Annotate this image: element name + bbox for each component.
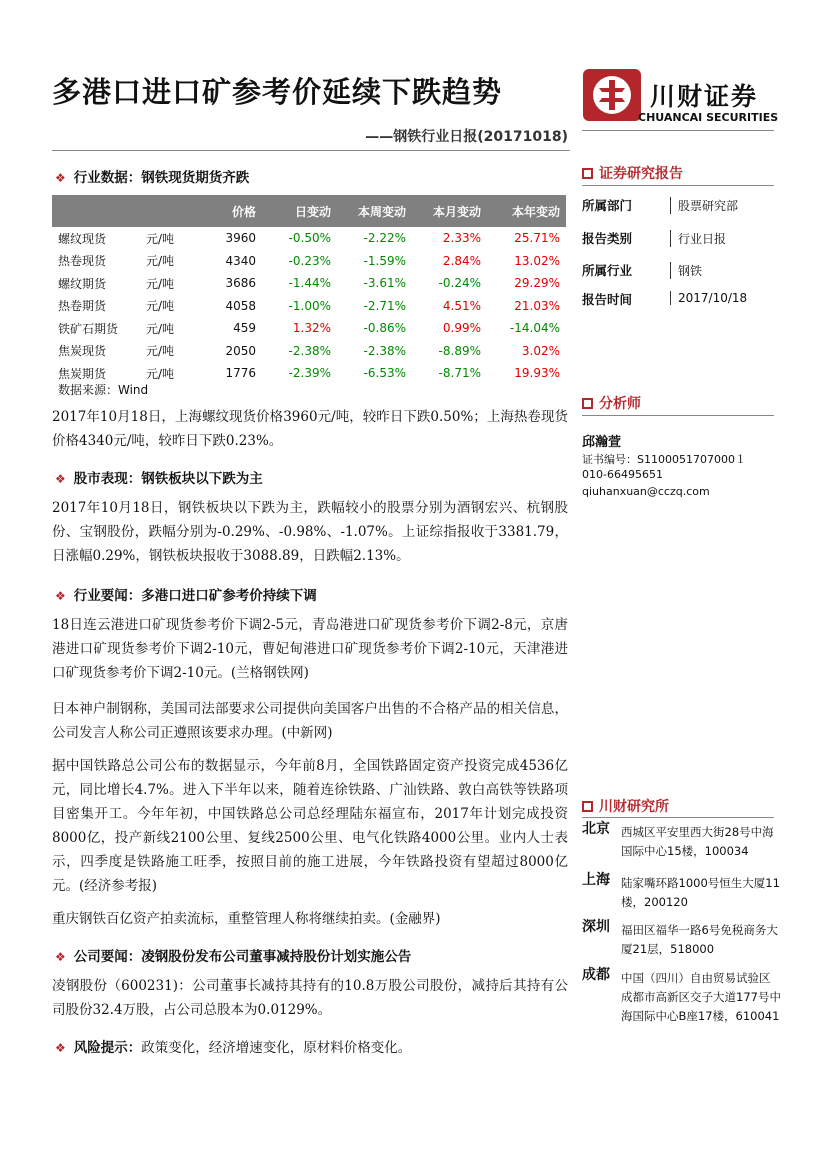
- table-header-cell: [52, 195, 142, 227]
- row-name: 螺纹现货: [58, 231, 107, 246]
- row-year-change: 3.02%: [521, 343, 560, 358]
- info-label-department: 所属部门: [582, 198, 633, 213]
- row-week-change: -1.59%: [363, 253, 406, 268]
- row-month-change: 0.99%: [442, 321, 481, 336]
- table-header-cell: 本月变动: [412, 195, 487, 227]
- office-address-beijing: 西城区平安里西大街28号中海国际中心15楼，100034: [621, 825, 774, 858]
- table-header-cell: 价格: [202, 195, 262, 227]
- table-header-cell: 本年变动: [487, 195, 566, 227]
- row-price: 4340: [225, 253, 256, 268]
- section-market-heading: ❖ 股市表现：钢铁板块以下跌为主: [55, 471, 263, 487]
- row-unit: 元/吨: [146, 254, 175, 269]
- report-subtitle: ——钢铁行业日报(20171018): [365, 129, 568, 145]
- sidebar-analyst-heading: 分析师: [582, 393, 641, 413]
- section-market-text: 2017年10月18日，钢铁板块以下跌为主，跌幅较小的股票分别为酒钢宏兴、杭钢股份、宝钢股份，跌幅分别为-0.29%、-0.98%、-1.07%。上证综指报收于3381.79，日涨幅0.29%，钢铁板块报收于3088.89，日跌幅2.13%。: [52, 500, 568, 564]
- info-label-industry: 所属行业: [582, 263, 633, 278]
- row-week-change: -6.53%: [363, 366, 406, 381]
- row-month-change: -8.71%: [438, 366, 481, 381]
- row-day-change: -0.50%: [288, 231, 331, 246]
- section-industry-data-heading: ❖ 行业数据：钢铁现货期货齐跌: [55, 170, 250, 186]
- row-week-change: -2.22%: [363, 231, 406, 246]
- price-table: [52, 195, 566, 385]
- row-week-change: -0.86%: [363, 321, 406, 336]
- row-name: 铁矿石期货: [58, 321, 119, 336]
- analyst-phone: 010-66495651: [582, 468, 663, 481]
- row-month-change: 2.84%: [442, 253, 481, 268]
- office-city-beijing: 北京: [582, 821, 610, 837]
- sidebar-divider: [582, 185, 774, 186]
- row-price: 2050: [225, 343, 256, 358]
- table-header-row: [52, 195, 566, 227]
- row-day-change: -2.39%: [288, 366, 331, 381]
- row-unit: 元/吨: [146, 299, 175, 314]
- row-name: 焦炭期货: [58, 366, 107, 381]
- office-address-shanghai: 陆家嘴环路1000号恒生大厦11楼，200120: [621, 876, 780, 909]
- analyst-name: 邱瀚萱: [582, 435, 622, 450]
- diamond-bullet-icon: ❖: [55, 950, 66, 964]
- table-source-note: 数据来源：Wind: [58, 383, 149, 397]
- row-price: 1776: [225, 366, 256, 381]
- brand-name-cn: 川财证券: [650, 82, 759, 111]
- row-year-change: 21.03%: [514, 298, 560, 313]
- section-company-news-text: 凌钢股份（600231)：公司董事长减持其持有的10.8万股公司股份，减持后其持有公司股份32.4万股，占公司总股本为0.0129%。: [52, 978, 568, 1018]
- info-label-category: 报告类别: [582, 231, 633, 246]
- row-day-change: -1.00%: [288, 298, 331, 313]
- row-name: 螺纹期货: [58, 276, 107, 291]
- title-divider: [52, 150, 570, 151]
- diamond-bullet-icon: ❖: [55, 1041, 66, 1055]
- section-company-news-heading: ❖ 公司要闻：凌钢股份发布公司董事减持股份计划实施公告: [55, 949, 412, 965]
- square-bullet-icon: [582, 398, 593, 409]
- table-row: [52, 250, 566, 273]
- info-value-category: 行业日报: [670, 230, 726, 247]
- office-city-shanghai: 上海: [582, 872, 610, 888]
- table-header-cell: 本周变动: [337, 195, 412, 227]
- row-month-change: -0.24%: [438, 276, 481, 291]
- brand-name-en: CHUANCAI SECURITIES: [638, 111, 779, 124]
- news-paragraph: 重庆钢铁百亿资产拍卖流标，重整管理人称将继续拍卖。(金融界): [52, 911, 441, 927]
- sidebar-institute-heading: 川财研究所: [582, 796, 669, 816]
- row-unit: 元/吨: [146, 344, 175, 359]
- row-month-change: -8.89%: [438, 343, 481, 358]
- office-city-shenzhen: 深圳: [582, 919, 610, 935]
- office-city-chengdu: 成都: [582, 967, 610, 983]
- section-risk-heading: ❖ 风险提示：政策变化，经济增速变化，原材料价格变化。: [55, 1040, 412, 1056]
- office-address-shenzhen: 福田区福华一路6号免税商务大厦21层，518000: [621, 923, 778, 956]
- info-value-industry: 钢铁: [670, 262, 702, 279]
- table-row: [52, 272, 566, 295]
- analyst-email[interactable]: qiuhanxuan@cczq.com: [582, 485, 710, 498]
- table-header-cell: 日变动: [262, 195, 337, 227]
- row-day-change: -1.44%: [288, 276, 331, 291]
- row-week-change: -2.71%: [363, 298, 406, 313]
- news-paragraph: 日本神户制钢称，美国司法部要求公司提供向美国客户出售的不合格产品的相关信息，公司发言人称公司正遵照该要求办理。(中新网): [52, 701, 568, 741]
- sidebar-top-divider: [582, 130, 774, 131]
- report-title: 多港口进口矿参考价延续下跌趋势: [52, 75, 503, 109]
- row-unit: 元/吨: [146, 231, 175, 246]
- row-price: 4058: [225, 298, 256, 313]
- row-month-change: 4.51%: [442, 298, 481, 313]
- diamond-bullet-icon: ❖: [55, 171, 66, 185]
- row-unit: 元/吨: [146, 276, 175, 291]
- chuancai-logo-icon: [582, 68, 642, 122]
- square-bullet-icon: [582, 801, 593, 812]
- row-price: 459: [233, 321, 256, 336]
- row-day-change: -0.23%: [288, 253, 331, 268]
- row-year-change: 25.71%: [514, 231, 560, 246]
- row-price: 3686: [225, 276, 256, 291]
- row-name: 热卷期货: [58, 299, 107, 314]
- row-week-change: -3.61%: [363, 276, 406, 291]
- sidebar-divider: [582, 415, 774, 416]
- row-year-change: -14.04%: [509, 321, 560, 336]
- row-week-change: -2.38%: [363, 343, 406, 358]
- diamond-bullet-icon: ❖: [55, 472, 66, 486]
- risk-text: 政策变化，经济增速变化，原材料价格变化。: [141, 1040, 412, 1056]
- row-name: 热卷现货: [58, 254, 107, 269]
- row-year-change: 19.93%: [514, 366, 560, 381]
- row-price: 3960: [225, 231, 256, 246]
- square-bullet-icon: [582, 168, 593, 179]
- sidebar-divider: [582, 817, 774, 818]
- news-paragraph: 18日连云港进口矿现货参考价下调2-5元，青岛港进口矿现货参考价下调2-8元，京唐港进口矿现货参考价下调2-10元，曹妃甸港进口矿现货参考价下调2-10元，天津港进口矿现货参考价下调2-10元。(兰格钢铁网): [52, 617, 568, 681]
- info-value-date: 2017/10/18: [670, 291, 747, 305]
- row-year-change: 29.29%: [514, 276, 560, 291]
- table-row: [52, 340, 566, 363]
- table-row: [52, 295, 566, 318]
- row-month-change: 2.33%: [442, 231, 481, 246]
- row-unit: 元/吨: [146, 366, 175, 381]
- row-name: 焦炭现货: [58, 344, 107, 359]
- row-day-change: -2.38%: [288, 343, 331, 358]
- row-day-change: 1.32%: [292, 321, 331, 336]
- office-address-chengdu: 中国（四川）自由贸易试验区成都市高新区交子大道177号中海国际中心B座17楼，610041: [621, 971, 781, 1023]
- sidebar-report-heading: 证券研究报告: [582, 163, 683, 183]
- row-unit: 元/吨: [146, 321, 175, 336]
- row-year-change: 13.02%: [514, 253, 560, 268]
- section-industry-data-text: 2017年10月18日，上海螺纹现货价格3960元/吨，较昨日下跌0.50%；上海热卷现货价格4340元/吨，较昨日下跌0.23%。: [52, 409, 568, 449]
- info-label-date: 报告时间: [582, 292, 633, 307]
- table-row: [52, 227, 566, 250]
- table-header-cell: [142, 195, 202, 227]
- table-row: [52, 317, 566, 340]
- diamond-bullet-icon: ❖: [55, 589, 66, 603]
- info-value-department: 股票研究部: [670, 197, 738, 214]
- news-paragraph: 据中国铁路总公司公布的数据显示，今年前8月，全国铁路固定资产投资完成4536亿元，同比增长4.7%。进入下半年以来，随着连徐铁路、广汕铁路、敦白高铁等铁路项目密集开工。今年年初，中国铁路总公司总经理陆东福宣布，2017年计划完成投资8000亿，投产新线2100公里、复线2500公里、电气化铁路4000公里。业内人士表示，四季度是铁路施工旺季，按照目前的施工进展，今年铁路投资有望超过8000亿元。(经济参考报): [52, 758, 568, 894]
- analyst-cert: 证书编号：S1100051707000１: [582, 453, 746, 466]
- section-industry-news-heading: ❖ 行业要闻：多港口进口矿参考价持续下调: [55, 588, 317, 604]
